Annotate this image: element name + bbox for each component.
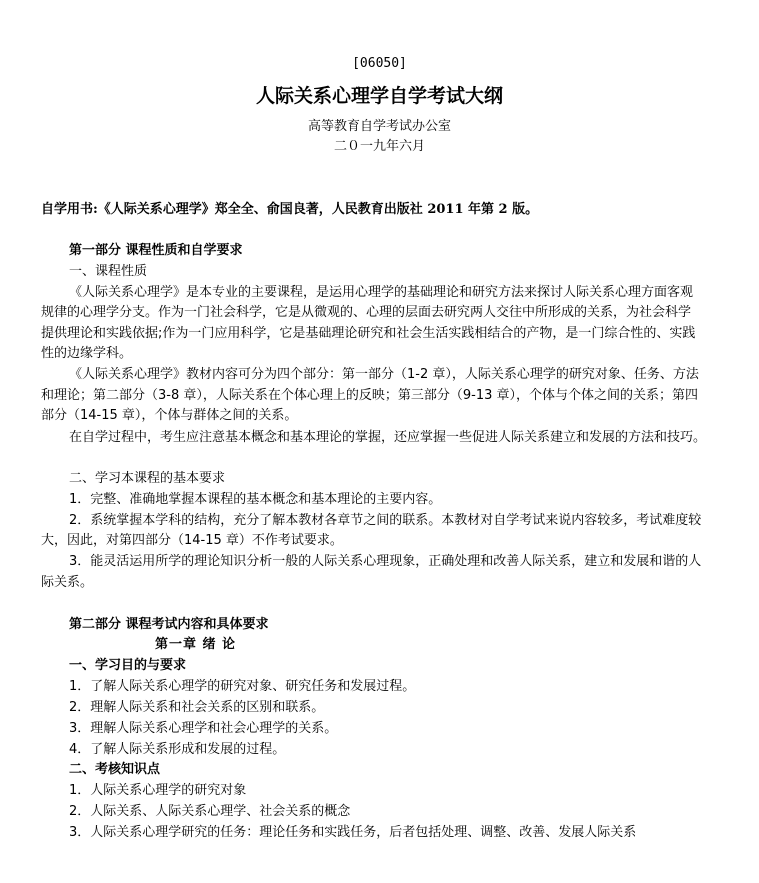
requirement-item: 2．系统掌握本学科的结构，充分了解本教材各章节之间的联系。本教材对自学考试来说内容较多，考试难度较 bbox=[69, 513, 702, 528]
knowledge-point-item: 1．人际关系心理学的研究对象 bbox=[69, 783, 247, 798]
paragraph-line: 在自学过程中，考生应注意基本概念和基本理论的掌握，还应掌握一些促进人际关系建立和发展的方法和技巧。 bbox=[69, 430, 707, 445]
issuing-office: 高等教育自学考试办公室 bbox=[307, 119, 451, 134]
part2-heading: 第二部分 课程考试内容和具体要求 bbox=[69, 617, 269, 632]
paragraph-line: 性的边缘学科。 bbox=[41, 346, 133, 361]
section-course-nature-title: 一、课程性质 bbox=[69, 264, 148, 279]
goal-item: 2．理解人际关系和社会关系的区别和联系。 bbox=[69, 700, 325, 715]
paragraph-line: 提供理论和实践依据;作为一门应用科学，它是基础理论研究和社会生活实践相结合的产物，是一门综合性的、实践 bbox=[41, 326, 696, 341]
goal-item: 1．了解人际关系心理学的研究对象、研究任务和发展过程。 bbox=[69, 679, 416, 694]
goal-item: 3．理解人际关系心理学和社会心理学的关系。 bbox=[69, 721, 338, 736]
requirement-item: 1．完整、准确地掌握本课程的基本概念和基本理论的主要内容。 bbox=[69, 492, 442, 507]
paragraph-line: 和理论；第二部分（3-8 章），人际关系在个体心理上的反映；第三部分（9-13 章），个体与个体之间的关系；第四 bbox=[41, 388, 699, 403]
requirement-item: 3．能灵活运用所学的理论知识分析一般的人际关系心理现象，正确处理和改善人际关系，建立和发展和谐的人 bbox=[69, 554, 702, 569]
textbook-info: 自学用书:《人际关系心理学》郑全全、俞国良著，人民教育出版社 2011 年第 2 版。 bbox=[41, 202, 539, 217]
paragraph-line: 规律的心理学分支。作为一门社会科学，它是从微观的、心理的层面去研究两人交往中所形成的关系，为社会科学 bbox=[41, 305, 692, 320]
requirement-item-cont: 大，因此，对第四部分（14-15 章）不作考试要求。 bbox=[41, 533, 343, 548]
requirement-item-cont: 际关系。 bbox=[41, 575, 94, 590]
course-code: [06050] bbox=[352, 56, 407, 71]
part1-heading: 第一部分 课程性质和自学要求 bbox=[69, 243, 243, 258]
section-requirements-title: 二、学习本课程的基本要求 bbox=[69, 471, 226, 486]
chapter-title: 第一章 绪 论 bbox=[155, 637, 237, 652]
knowledge-point-item: 2．人际关系、人际关系心理学、社会关系的概念 bbox=[69, 804, 351, 819]
knowledge-points-title: 二、考核知识点 bbox=[69, 762, 161, 777]
knowledge-point-item: 3．人际关系心理学研究的任务：理论任务和实践任务，后者包括处理、调整、改善、发展人际关系 bbox=[69, 825, 637, 840]
issue-date: 二０一九年六月 bbox=[333, 139, 425, 154]
paragraph-line: 《人际关系心理学》教材内容可分为四个部分：第一部分（1-2 章），人际关系心理学的研究对象、任务、方法 bbox=[69, 367, 699, 382]
document-title: 人际关系心理学自学考试大纲 bbox=[255, 85, 503, 107]
goal-item: 4．了解人际关系形成和发展的过程。 bbox=[69, 742, 286, 757]
paragraph-line: 《人际关系心理学》是本专业的主要课程，是运用心理学的基础理论和研究方法来探讨人际关系心理方面客观 bbox=[69, 285, 694, 300]
paragraph-line: 部分（14-15 章），个体与群体之间的关系。 bbox=[41, 408, 298, 423]
learning-goals-title: 一、学习目的与要求 bbox=[69, 658, 187, 673]
